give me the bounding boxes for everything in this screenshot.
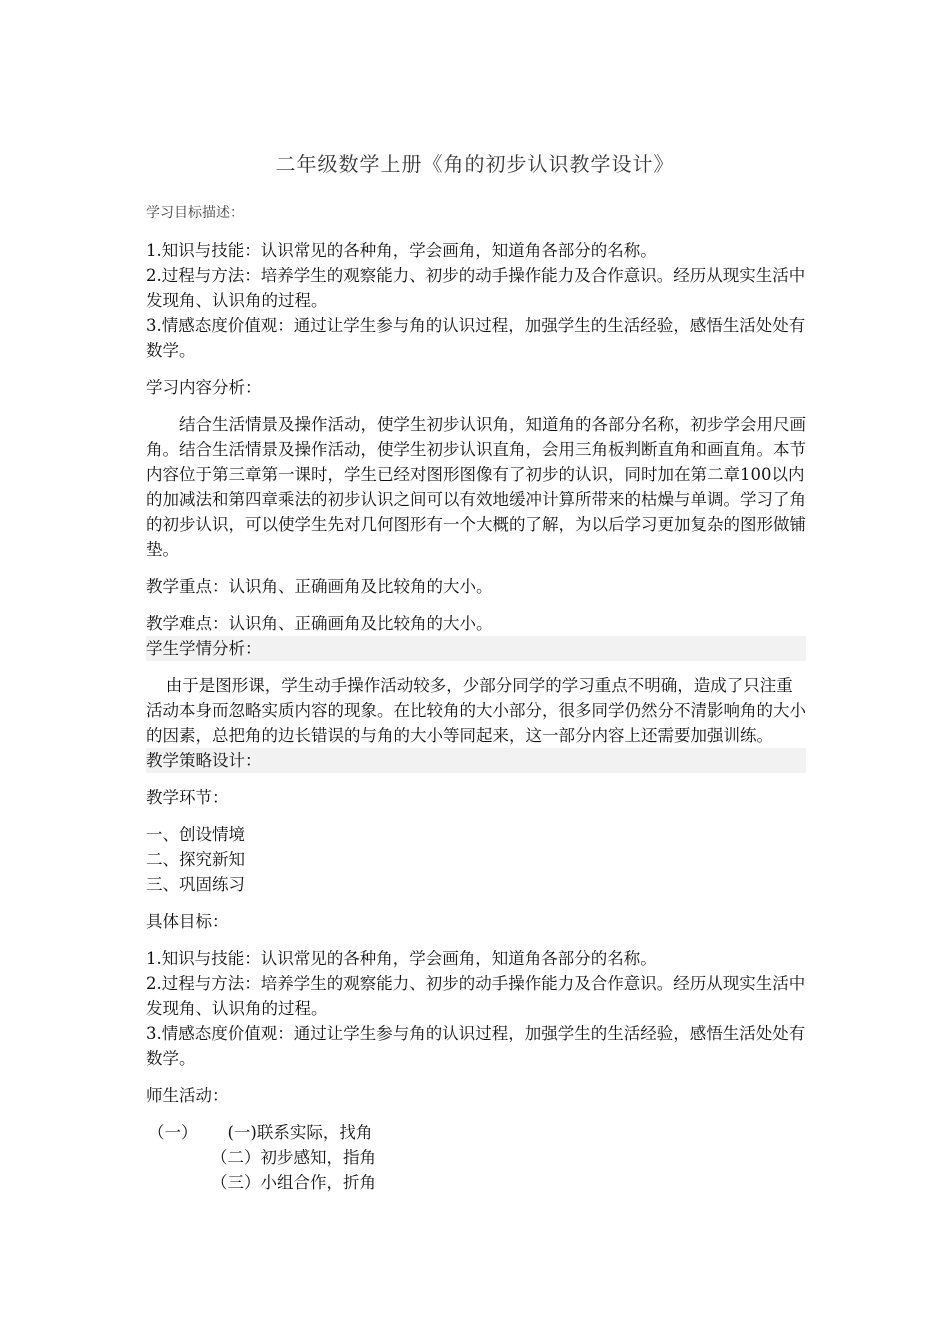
activities-heading: 师生活动： [146, 1086, 229, 1105]
activity-marker: （一） [148, 1123, 198, 1142]
stage-item: 一、创设情境 [146, 825, 245, 844]
student-analysis-body: 由于是图形课，学生动手操作活动较多，少部分同学的学习重点不明确，造成了只注重活动本身而忽略实质内容的现象。在比较角的大小部分，很多同学仍然分不清影响角的大小的因素，总把角的边长错误的与角的大小等同起来，这一部分内容上还需要加强训练。 [146, 676, 806, 745]
activity-item [148, 1120, 806, 1145]
objective-item: 2.过程与方法：培养学生的观察能力、初步的动手操作能力及合作意识。经历从现实生活中发现角、认识角的过程。 [146, 266, 806, 310]
content-analysis-heading: 学习内容分析： [146, 378, 262, 397]
document-title: 二年级数学上册《角的初步认识教学设计》 [275, 152, 675, 176]
activity-label: (一)联系实际，找角 [227, 1123, 373, 1142]
specific-goals-heading: 具体目标： [146, 912, 229, 931]
activity-item: （二）初步感知，指角 [211, 1148, 376, 1167]
stages-heading: 教学环节： [146, 788, 229, 807]
goal-item: 2.过程与方法：培养学生的观察能力、初步的动手操作能力及合作意识。经历从现实生活中发现角、认识角的过程。 [146, 974, 806, 1018]
student-analysis-heading: 学生学情分析： [146, 636, 806, 661]
activity-item: （三）小组合作，折角 [211, 1173, 376, 1192]
content-analysis-body: 结合生活情景及操作活动，使学生初步认识角，知道角的各部分名称，初步学会用尺画角。结合生活情景及操作活动，使学生初步认识直角，会用三角板判断直角和画直角。本节内容位于第三章第一课时，学生已经对图形图像有了初步的认识，同时加在第二章100以内的加减法和第四章乘法的初步认识之间可以有效地缓冲计算所带来的枯燥与单调。学习了角的初步认识，可以使学生先对几何图形有一个大概的了解，为以后学习更加复杂的图形做铺垫。 [146, 415, 806, 559]
document-body [146, 201, 806, 1195]
difficulty-point: 教学难点：认识角、正确画角及比较角的大小。 [146, 614, 493, 633]
objectives-heading: 学习目标描述： [146, 205, 244, 221]
goal-item: 3.情感态度价值观：通过让学生参与角的认识过程，加强学生的生活经验，感悟生活处处有数学。 [146, 1024, 806, 1068]
goal-item: 1.知识与技能：认识常见的各种角，学会画角，知道角各部分的名称。 [146, 949, 657, 968]
objective-item: 1.知识与技能：认识常见的各种角，学会画角，知道角各部分的名称。 [146, 241, 657, 260]
objective-item: 3.情感态度价值观：通过让学生参与角的认识过程，加强学生的生活经验，感悟生活处处有数学。 [146, 316, 806, 360]
stage-item: 二、探究新知 [146, 850, 245, 869]
key-point: 教学重点：认识角、正确画角及比较角的大小。 [146, 577, 493, 596]
stage-item: 三、巩固练习 [146, 875, 245, 894]
strategy-heading: 教学策略设计： [146, 748, 806, 773]
activity-list [148, 1120, 806, 1195]
